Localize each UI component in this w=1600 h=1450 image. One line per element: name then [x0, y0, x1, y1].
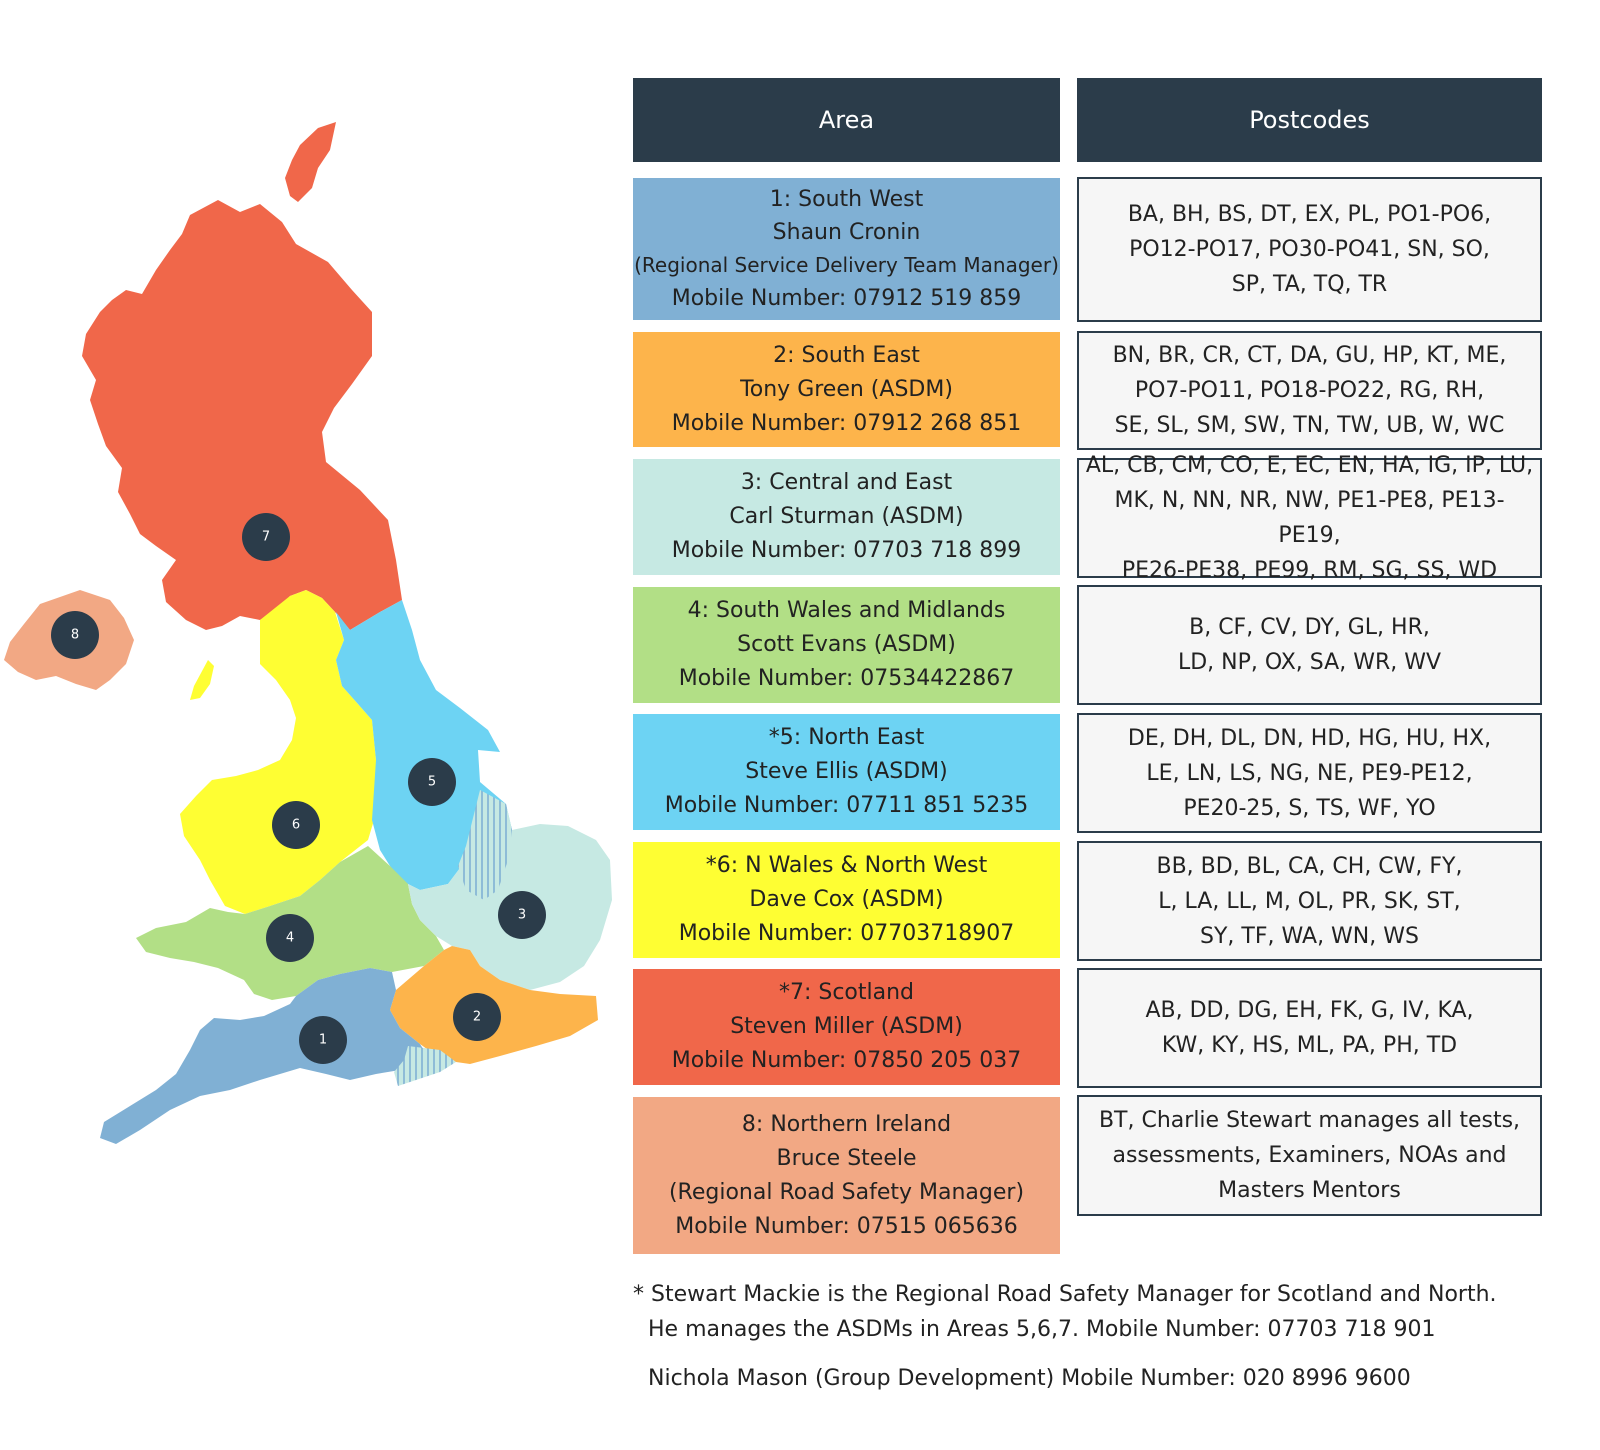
postcode-line: SE, SL, SM, SW, TN, TW, UB, W, WC [1114, 413, 1505, 438]
area-manager: Steven Miller (ASDM) [730, 1014, 963, 1039]
map-marker-1 [299, 1016, 347, 1064]
area-cell-7 [633, 969, 1060, 1085]
postcodes-cell-2 [1077, 331, 1542, 450]
postcodes-column-header: Postcodes [1077, 78, 1542, 162]
postcode-line: SP, TA, TQ, TR [1231, 272, 1388, 297]
area-mobile: Mobile Number: 07515 065636 [675, 1213, 1018, 1239]
map-marker-4 [266, 914, 314, 962]
postcodes-cell-6 [1077, 841, 1542, 961]
svg-text:3: 3 [517, 907, 527, 923]
area-manager: Scott Evans (ASDM) [737, 632, 956, 657]
area-title: *5: North East [768, 725, 925, 750]
area-cell-5 [633, 714, 1060, 830]
map-marker-2 [453, 993, 501, 1041]
postcodes-cell-4 [1077, 585, 1542, 705]
postcode-line: PO7-PO11, PO18-PO22, RG, RH, [1134, 378, 1485, 403]
postcodes-cell-3 [1077, 453, 1542, 583]
svg-text:1: 1 [318, 1032, 328, 1048]
svg-text:8: 8 [70, 627, 80, 643]
uk-region-map [0, 110, 640, 1200]
map-marker-8 [51, 611, 99, 659]
postcode-line: AB, DD, DG, EH, FK, G, IV, KA, [1145, 998, 1474, 1023]
postcode-line: SY, TF, WA, WN, WS [1200, 923, 1419, 949]
area-cell-4 [633, 587, 1060, 703]
area-title: 8: Northern Ireland [741, 1111, 952, 1137]
postcodes-cell-8 [1077, 1095, 1542, 1216]
area-manager: Bruce Steele [776, 1145, 917, 1171]
area-mobile: Mobile Number: 07912 519 859 [671, 286, 1022, 311]
svg-text:7: 7 [261, 529, 271, 545]
postcode-line: BB, BD, BL, CA, CH, CW, FY, [1156, 853, 1463, 879]
postcode-line: PO12-PO17, PO30-PO41, SN, SO, [1129, 237, 1490, 262]
postcode-line: MK, N, NN, NR, NW, PE1-PE8, PE13-PE19, [1114, 488, 1505, 548]
map-marker-3 [498, 891, 546, 939]
area-mobile: Mobile Number: 07711 851 5235 [664, 793, 1029, 818]
postcode-line: DE, DH, DL, DN, HD, HG, HU, HX, [1127, 725, 1492, 751]
footnote-line-3: Nichola Mason (Group Development) Mobile Number: 020 8996 9600 [648, 1366, 1411, 1391]
postcode-line: LD, NP, OX, SA, WR, WV [1177, 650, 1442, 675]
area-column-header: Area [633, 78, 1060, 162]
area-title: 1: South West [769, 187, 924, 212]
postcode-line: LE, LN, LS, NG, NE, PE9-PE12, [1146, 760, 1473, 786]
area-manager: Steve Ellis (ASDM) [745, 759, 948, 784]
map-marker-5 [408, 758, 456, 806]
area-role: (Regional Service Delivery Team Manager) [634, 253, 1059, 277]
area-manager: Tony Green (ASDM) [740, 376, 953, 402]
svg-text:2: 2 [472, 1009, 482, 1025]
postcode-line: PE26-PE38, PE99, RM, SG, SS, WD [1121, 558, 1498, 583]
area-manager: Shaun Cronin [772, 220, 921, 245]
postcode-line: KW, KY, HS, ML, PA, PH, TD [1161, 1033, 1458, 1058]
area-mobile: Mobile Number: 07703 718 899 [671, 538, 1022, 563]
postcode-line: BN, BR, CR, CT, DA, GU, HP, KT, ME, [1112, 343, 1507, 368]
area-manager: Dave Cox (ASDM) [749, 887, 944, 912]
postcode-line: BT, Charlie Stewart manages all tests, [1098, 1108, 1521, 1133]
region-scotland [82, 122, 402, 630]
footnote-line-1: * Stewart Mackie is the Regional Road Safety Manager for Scotland and North. [633, 1282, 1497, 1307]
isle-of-man [190, 660, 214, 700]
postcodes-cell-7 [1077, 968, 1542, 1088]
postcode-line: BA, BH, BS, DT, EX, PL, PO1-PO6, [1127, 202, 1492, 227]
area-mobile: Mobile Number: 07850 205 037 [671, 1048, 1022, 1073]
area-cell-8 [633, 1097, 1060, 1254]
svg-text:5: 5 [427, 774, 437, 790]
map-marker-7 [242, 513, 290, 561]
svg-text:6: 6 [291, 817, 301, 833]
area-cell-2 [633, 332, 1060, 447]
footnote-line-2: He manages the ASDMs in Areas 5,6,7. Mobile Number: 07703 718 901 [648, 1317, 1436, 1342]
area-mobile: Mobile Number: 07703718907 [678, 921, 1015, 946]
area-cell-1 [633, 178, 1060, 320]
area-title: 2: South East [773, 342, 920, 368]
area-cell-3 [633, 459, 1060, 575]
area-mobile: Mobile Number: 07534422867 [678, 666, 1015, 691]
area-mobile: Mobile Number: 07912 268 851 [671, 410, 1022, 436]
area-title: *6: N Wales & North West [705, 853, 988, 878]
svg-text:4: 4 [285, 930, 295, 946]
area-title: 3: Central and East [740, 470, 953, 495]
postcodes-cell-5 [1077, 713, 1542, 833]
postcode-line: L, LA, LL, M, OL, PR, SK, ST, [1158, 888, 1461, 914]
postcode-line: Masters Mentors [1218, 1178, 1401, 1203]
postcode-line: assessments, Examiners, NOAs and [1112, 1143, 1507, 1168]
map-marker-6 [272, 801, 320, 849]
area-cell-6 [633, 842, 1060, 958]
area-manager: Carl Sturman (ASDM) [729, 504, 964, 529]
area-title: *7: Scotland [778, 980, 915, 1005]
area-role: (Regional Road Safety Manager) [668, 1179, 1025, 1205]
postcode-line: B, CF, CV, DY, GL, HR, [1189, 615, 1430, 640]
postcodes-cell-1 [1077, 177, 1542, 322]
postcode-line: PE20-25, S, TS, WF, YO [1183, 795, 1436, 821]
postcode-line: AL, CB, CM, CO, E, EC, EN, HA, IG, IP, LU, [1085, 453, 1534, 478]
area-title: 4: South Wales and Midlands [687, 598, 1006, 623]
